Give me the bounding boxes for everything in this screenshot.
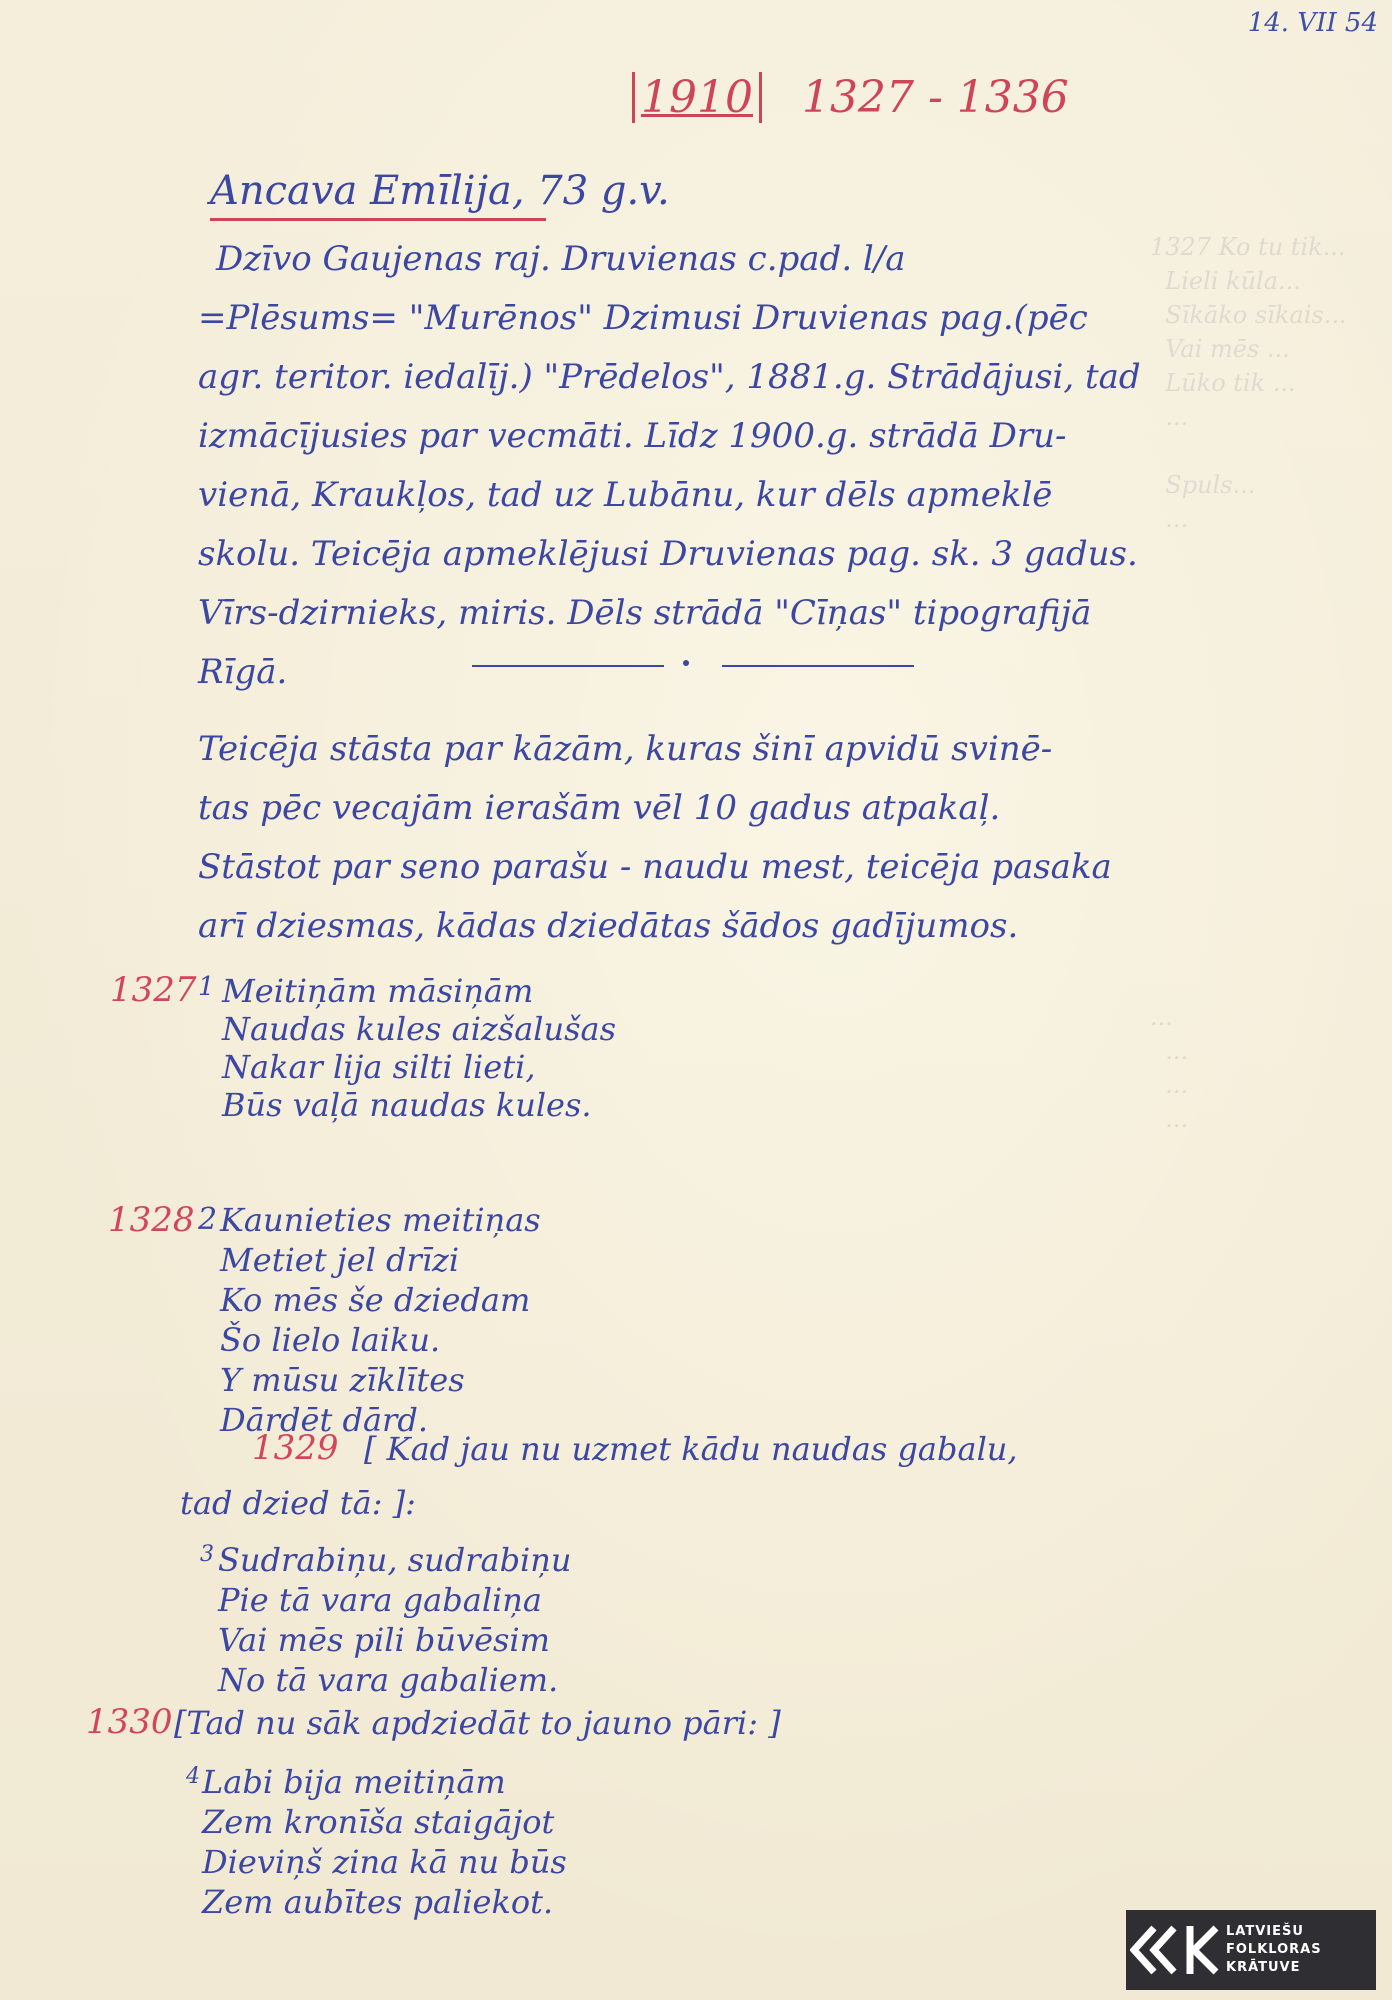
informant-name: Ancava Emīlija, 73 g.v. (210, 168, 670, 214)
intro-paragraph (198, 720, 1112, 956)
verse-line: Meitiņām māsiņām (222, 972, 534, 1010)
bio-line: vienā, Kraukļos, tad uz Lubānu, kur dēls apmeklē (198, 475, 1053, 515)
archive-logo (1126, 1910, 1376, 1990)
verse-line: Dieviņš zina kā nu būs (202, 1843, 567, 1881)
bio-line: skolu. Teicēja apmeklējusi Druvienas pag. sk. 3 gadus. (198, 534, 1138, 574)
verse-line: Ko mēs še dziedam (220, 1281, 531, 1319)
record-range: 1327 - 1336 (801, 72, 1069, 123)
logo-line: FOLKLORAS (1226, 1942, 1322, 1957)
song-index: 1 (198, 972, 215, 1002)
verse-line: Labi bija meitiņām (202, 1763, 506, 1801)
logo-line: KRĀTUVE (1226, 1960, 1301, 1975)
song-verse (202, 1762, 567, 1922)
verse-line: Zem kronīša staigājot (202, 1803, 555, 1841)
song-note: tad dzied tā: ]: (180, 1484, 416, 1522)
verse-line: No tā vara gabaliem. (218, 1661, 559, 1699)
song-verse (222, 972, 616, 1124)
bio-line: agr. teritor. iedalīj.) "Prēdelos", 1881.g. Strādājusi, tad (198, 357, 1141, 397)
song-verse (220, 1200, 541, 1440)
verse-line: Šo lielo laiku. (220, 1321, 441, 1359)
verse-line: Būs vaļā naudas kules. (222, 1086, 592, 1124)
intro-line: Stāstot par seno parašu - naudu mest, teicēja pasaka (198, 847, 1112, 887)
bleed-through-text-2: ... ... ... ... (1150, 1003, 1189, 1133)
verse-line: Sudrabiņu, sudrabiņu (218, 1541, 572, 1579)
song-note: [ Kad jau nu uzmet kādu naudas gabalu, (364, 1430, 1018, 1468)
logo-line: LATVIEŠU (1226, 1924, 1304, 1939)
logo-text (1226, 1923, 1322, 1977)
lfk-mark-icon (1126, 1910, 1226, 1990)
divider-left (472, 665, 664, 667)
verse-line: Y mūsu zīklītes (220, 1361, 465, 1399)
corner-date: 14. VII 54 (1247, 8, 1378, 38)
song-number: 1330 (86, 1702, 173, 1742)
verse-line: Naudas kules aizšalušas (222, 1010, 617, 1048)
bleed-through-text: 1327 Ko tu tik... Lieli kūla... Sīkāko sīkais... Vai mēs ... Lūko tik ... ... Spuls... ... (1150, 233, 1347, 533)
bio-line: Dzīvo Gaujenas raj. Druvienas c.pad. l/a (216, 239, 906, 279)
name-underline (210, 218, 546, 221)
song-number: 1327 (110, 970, 197, 1010)
verse-line: Kaunieties meitiņas (220, 1201, 541, 1239)
divider-right (722, 665, 914, 667)
bio-line: Vīrs-dzirnieks, miris. Dēls strādā "Cīņas" tipografijā (198, 593, 1092, 633)
divider-dot (683, 660, 689, 666)
song-number: 1329 (252, 1428, 339, 1468)
song-number: 1328 (108, 1200, 195, 1240)
verse-line: Metiet jel drīzi (220, 1241, 460, 1279)
song-index: 3 (200, 1542, 214, 1567)
verse-line: Zem aubītes paliekot. (202, 1883, 554, 1921)
song-index: 2 (198, 1202, 218, 1237)
song-note: [Tad nu sāk apdziedāt to jauno pāri: ] (174, 1704, 781, 1742)
verse-line: Nakar lija silti lieti, (222, 1048, 536, 1086)
header-range (632, 72, 1069, 123)
bio-line: Rīgā. (198, 652, 288, 692)
boxed-year: 1910 (632, 72, 762, 123)
verse-line: Dārdēt dārd. (220, 1401, 428, 1439)
intro-line: Teicēja stāsta par kāzām, kuras šinī apvidū svinē- (198, 729, 1053, 769)
song-index: 4 (186, 1764, 200, 1789)
informant-bio (198, 230, 1318, 702)
bio-line: izmācījusies par vecmāti. Līdz 1900.g. strādā Dru- (198, 416, 1067, 456)
intro-line: tas pēc vecajām ierašām vēl 10 gadus atpakaļ. (198, 788, 1001, 828)
intro-line: arī dziesmas, kādas dziedātas šādos gadījumos. (198, 906, 1019, 946)
verse-line: Pie tā vara gabaliņa (218, 1581, 542, 1619)
bio-line: =Plēsums= "Murēnos" Dzimusi Druvienas pag.(pēc (198, 298, 1088, 338)
song-verse (218, 1540, 572, 1700)
verse-line: Vai mēs pili būvēsim (218, 1621, 550, 1659)
